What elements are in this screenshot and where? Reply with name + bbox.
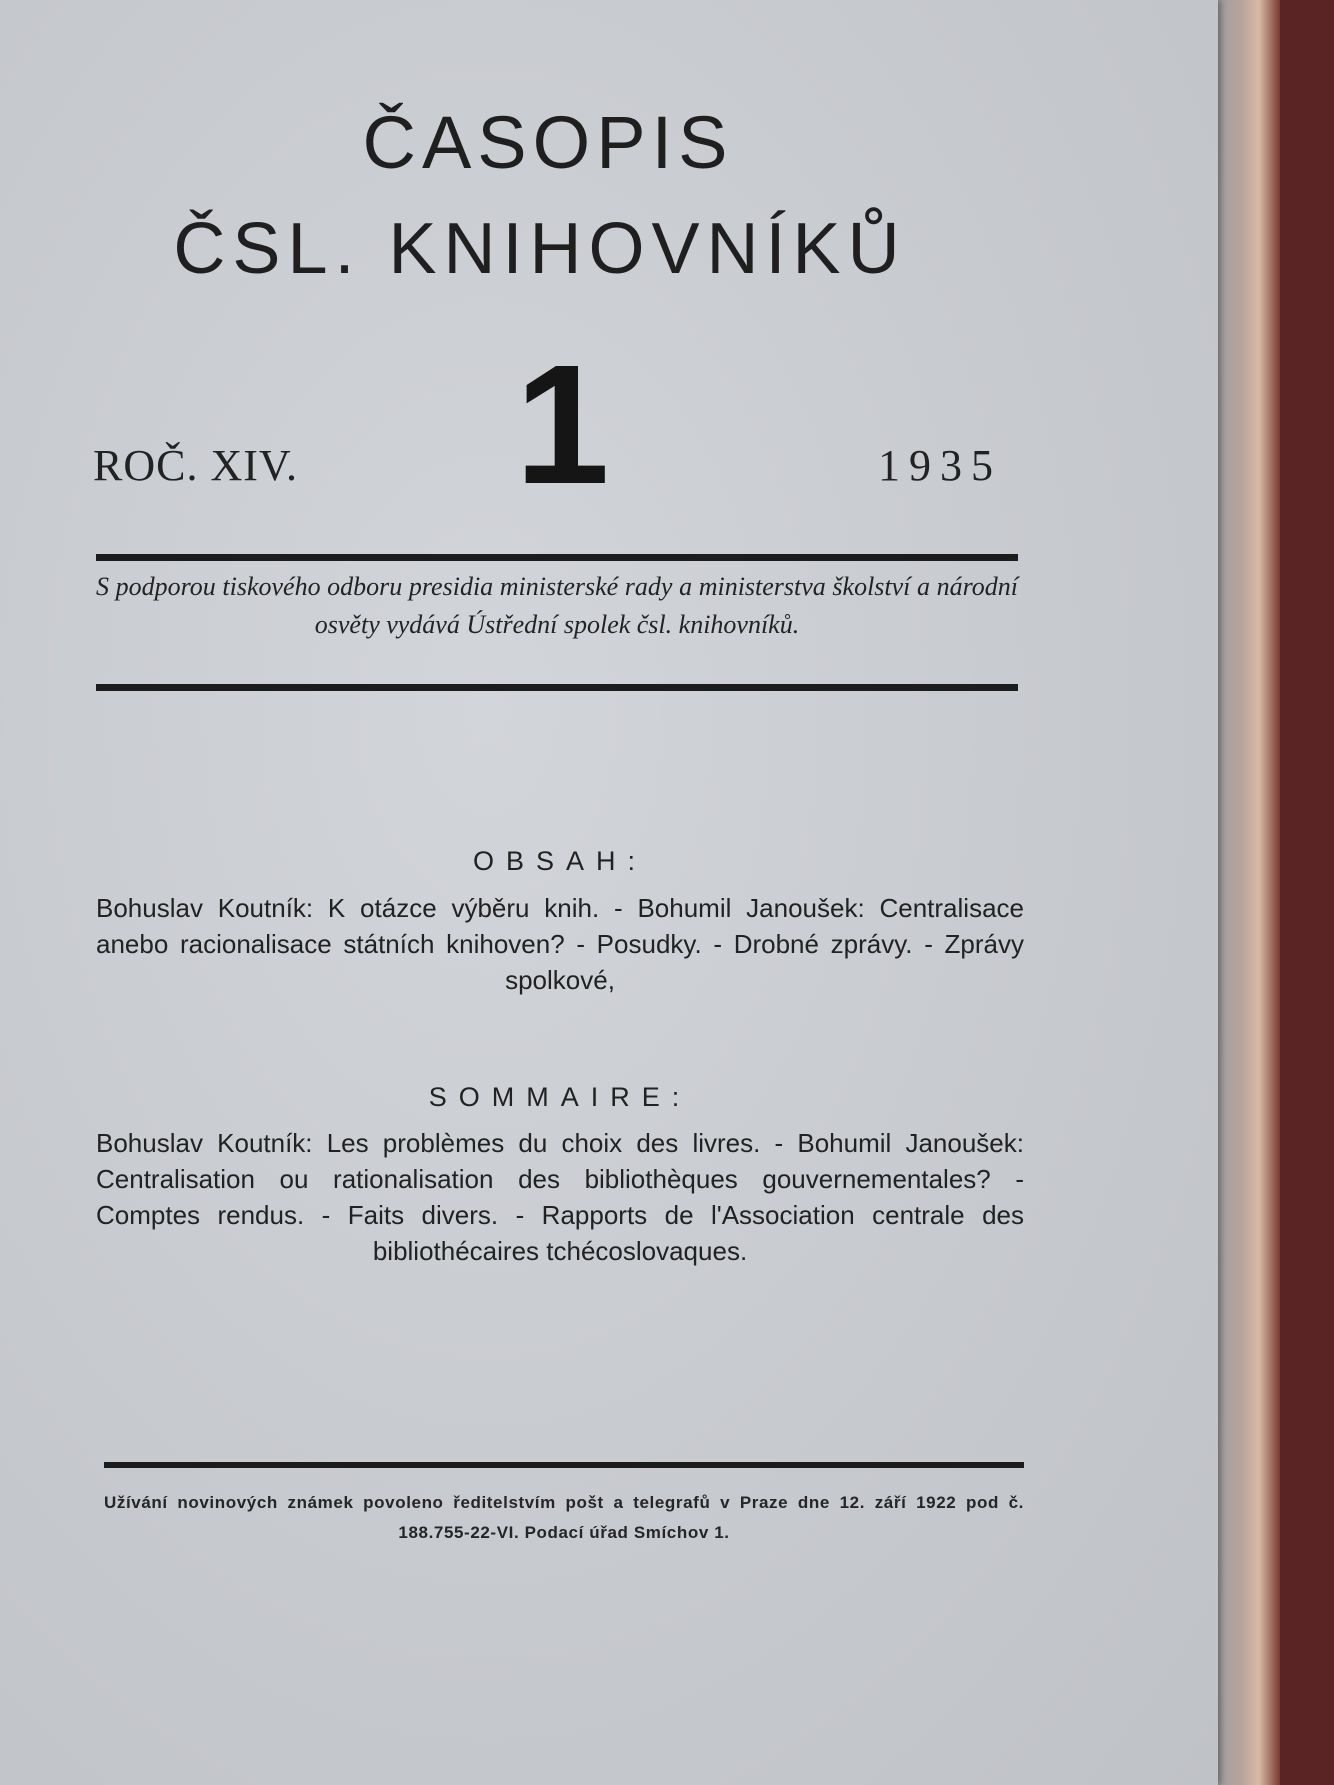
contents-text-cz: Bohuslav Koutník: K otázce výběru knih. - Bohumil Janoušek: Centralisace anebo racionalisace státních knihoven? - Posudky. - Drobné zprávy. - Zprávy spolkové, [96, 893, 1024, 995]
divider-middle [96, 684, 1018, 691]
journal-title-line1: ČASOPIS [362, 101, 734, 184]
volume-label: ROČ. XIV. [93, 441, 299, 490]
publication-year: 1935 [878, 441, 1002, 490]
contents-heading-cz: OBSAH: [472, 846, 648, 876]
contents-heading-fr: SOMMAIRE: [428, 1082, 692, 1112]
publisher-note: S podporou tiskového odboru presidia ministerské rady a ministerstva školství a národní osvěty vydává Ústřední spolek čsl. knihovníků. [96, 572, 1018, 639]
journal-title-line2: ČSL. KNIHOVNÍKŮ [173, 209, 907, 289]
divider-bottom [104, 1462, 1024, 1468]
divider-top [96, 554, 1018, 561]
contents-text-fr: Bohuslav Koutník: Les problèmes du choix des livres. - Bohumil Janoušek: Centralisation ou rationalisation des bibliothèques gouvernementales? - Comptes rendus. - Faits divers. - Rapports de l'Association centrale des bibliothécaires tchécoslovaques. [96, 1128, 1024, 1266]
issue-number: 1 [515, 330, 610, 520]
postal-footer-note: Užívání novinových známek povoleno ředitelstvím pošt a telegrafů v Praze dne 12. září 1922 pod č. 188.755-22-VI. Podací úřad Smíchov 1. [104, 1493, 1024, 1542]
page-edge [1210, 0, 1280, 1785]
